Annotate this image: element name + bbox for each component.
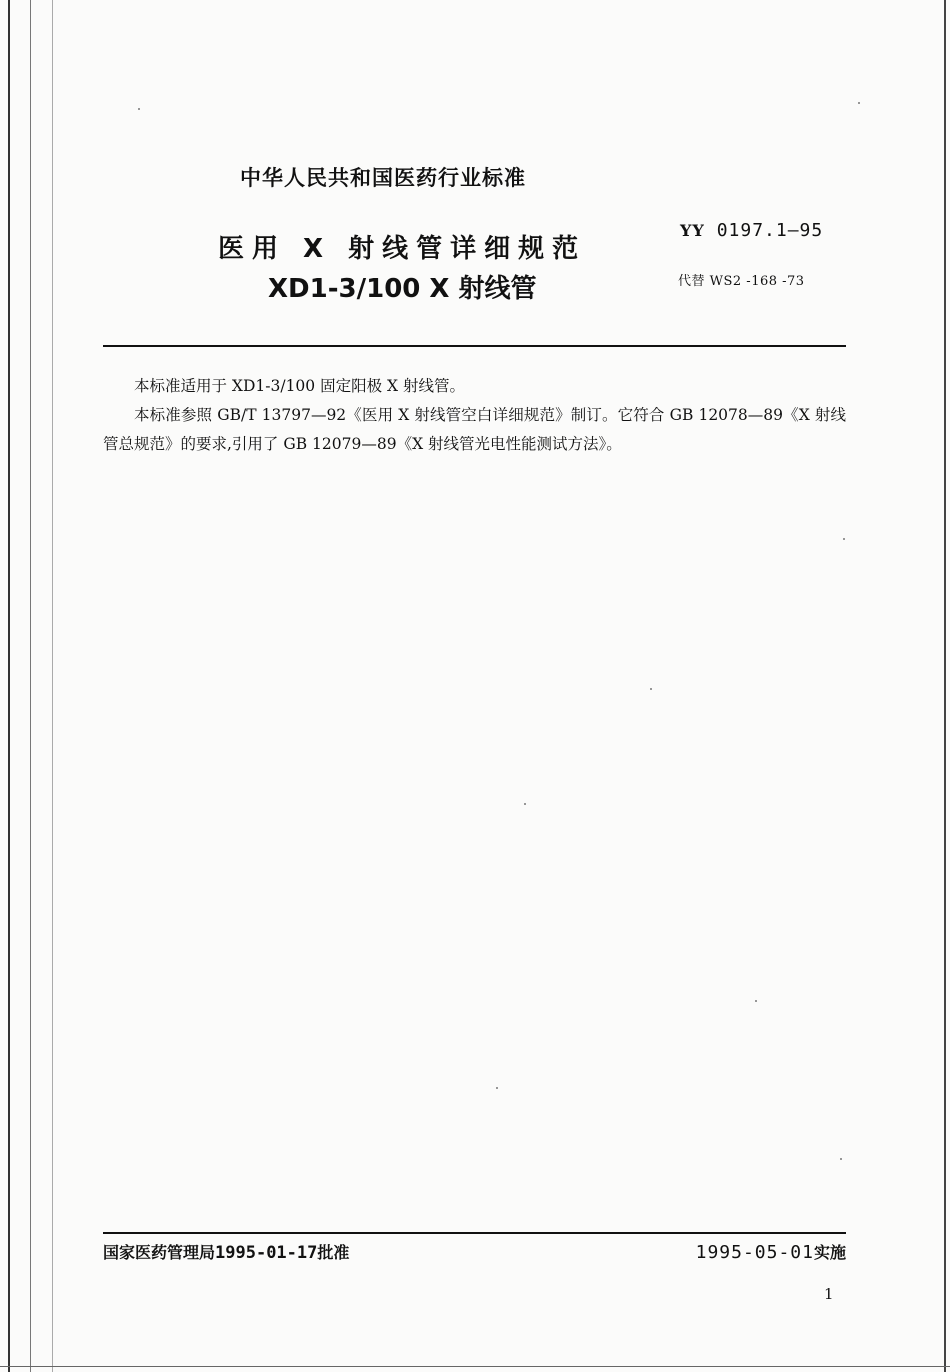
body-paragraph-scope: 本标准适用于 XD1-3/100 固定阳极 X 射线管。: [134, 377, 465, 395]
scan-speck: [840, 1158, 842, 1160]
scan-edge-bottom: [0, 1366, 950, 1367]
document-body: [103, 372, 846, 459]
footer-divider: [103, 1232, 846, 1234]
scan-speck: [524, 803, 526, 805]
standard-number: [680, 220, 823, 241]
scan-speck: [755, 1000, 757, 1002]
scan-edge-left: [8, 0, 10, 1372]
approval-date: 1995-01-17: [215, 1243, 318, 1263]
binding-line: [52, 0, 53, 1372]
standard-code: 0197.1—95: [716, 220, 824, 241]
standard-category-heading: 中华人民共和国医药行业标准: [240, 166, 526, 190]
scan-speck: [858, 102, 860, 104]
standard-prefix: YY: [680, 221, 705, 240]
scan-edge-right: [944, 0, 946, 1372]
body-paragraph-references: 本标准参照 GB/T 13797—92《医用 X 射线管空白详细规范》制订。它符合 GB 12078—89《X 射线管总规范》的要求,引用了 GB 12079—89《X 射线管光电性能测试方法》。: [103, 406, 846, 453]
effective-suffix: 实施: [813, 1243, 846, 1262]
header-divider: [103, 345, 846, 347]
scan-speck: [650, 688, 652, 690]
document-title: 医用 X 射线管详细规范: [218, 234, 587, 264]
approval-line: [103, 1240, 349, 1263]
scan-speck: [843, 538, 845, 540]
approval-suffix: 批准: [317, 1243, 350, 1262]
approval-org: 国家医药管理局: [103, 1243, 216, 1262]
scan-edge-inner: [30, 0, 31, 1372]
scan-speck: [138, 108, 140, 110]
effective-date: 1995-05-01: [695, 1242, 814, 1263]
document-subtitle: XD1-3/100 X 射线管: [268, 274, 537, 304]
effective-line: [696, 1240, 846, 1263]
replaces-note: 代替 WS2 -168 -73: [678, 274, 805, 289]
scan-speck: [496, 1087, 498, 1089]
page-number: 1: [824, 1285, 834, 1303]
